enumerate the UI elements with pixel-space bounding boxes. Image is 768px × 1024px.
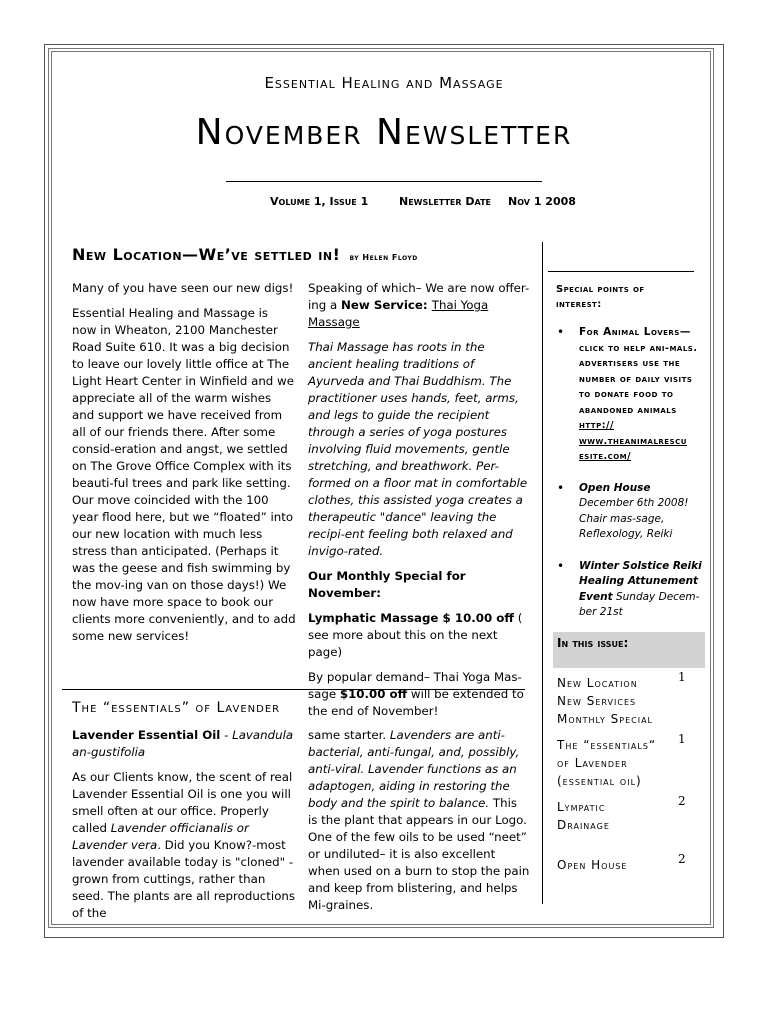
article2-right-column: [308, 727, 530, 922]
article1-heading: [72, 245, 542, 264]
bullet-icon: •: [557, 325, 565, 339]
article1-paragraph: Many of you have seen our new digs!: [72, 281, 294, 295]
list-item: • Open House December 6th 2008! Chair mas-sage, Reflexology, Reiki: [557, 480, 689, 540]
article1-left-column: [72, 280, 296, 653]
toc-page-number: 2: [678, 794, 686, 808]
masthead-divider: [226, 181, 542, 182]
article1-paragraph: Essential Healing and Massage is now in Wheaton, 2100 Manchester Road Suite 610. It was a big decision to leave our lovely little office at The Light Heart Center in Winfield and we appreciate all of the warm wishes and support we have received from all of our friends there. After some consid-eration and angst, we settled on The Grove Office Complex with its beauti-ful trees and park like setting. Our move coincided with the 100 year flood here, but we “floated” into our new location with much less stress than anticipated. (Perhaps it was the geese and fish swimming by the mov-ing van on those days!) We now have more space to book our clients more conveniently, and to add some new services!: [72, 306, 296, 643]
newsletter-date-value: Nov 1 2008: [508, 195, 576, 208]
thai-yoga-massage-link[interactable]: Thai Yoga Massage: [308, 298, 489, 329]
organization-name: Essential Healing and Massage: [264, 74, 504, 92]
article-divider: [62, 689, 525, 690]
toc-heading: In this issue:: [557, 636, 629, 650]
list-item: • Winter Solstice Reiki Healing Attunement Event Sunday Decem-ber 21st: [557, 558, 702, 618]
lavender-oil-title: Lavender Essential Oil - Lavandula an-gustifolia: [72, 728, 294, 759]
article2-headline: The “essentials” of Lavender: [72, 700, 281, 716]
list-item: • For Animal Lovers— click to help ani-mals. advertisers use the number of daily visits to donate food to abandoned animals http:// www.theanimalrescu esite.com/: [557, 325, 698, 462]
special-lymphatic: Lymphatic Massage $ 10.00 off ( see more about this on the next page): [308, 611, 523, 659]
sidebar-divider: [542, 242, 543, 904]
newsletter-title: November Newsletter: [195, 112, 573, 153]
toc-entry-lympatic[interactable]: Lympatic Drainage: [557, 800, 610, 832]
special-points-list: [555, 325, 705, 637]
toc-page-number: 1: [678, 670, 686, 684]
new-service-intro: Speaking of which– We are now offer-ing a New Service: Thai Yoga Massage: [308, 281, 530, 329]
toc-entry-new-location[interactable]: New Location New Services Monthly Special: [557, 676, 654, 726]
thai-massage-description: Thai Massage has roots in the ancient healing traditions of Ayurveda and Thai Buddhism. The practitioner uses hands, feet, arms, and legs to guide the recipient through a series of yoga postures involving fluid movements, gentle stretching, and breathwork. Per-formed on a floor mat in comfortable clothes, this assisted yoga creates a therapeutic "dance" leaving the recipi-ent feeling both relaxed and invigo-rated.: [308, 340, 528, 558]
monthly-special-heading: Our Monthly Special for November:: [308, 569, 466, 600]
volume-issue: Volume 1, Issue 1: [270, 195, 369, 208]
toc-header: [553, 632, 705, 668]
newsletter-date-label: Newsletter Date: [399, 195, 491, 208]
bullet-icon: •: [557, 480, 565, 495]
toc-entry-open-house[interactable]: Open House: [557, 858, 628, 872]
lavender-paragraph: As our Clients know, the scent of real Lavender Essential Oil is one you will smell often at our office. Properly called Lavender officianalis or Lavender vera. Did you Know?-most lavender available today is "cloned" - grown from cuttings, rather than seed. The plants are all reproductions of the: [72, 770, 296, 920]
toc-entry-lavender[interactable]: The “essentials“ of Lavender (essential oil): [557, 738, 657, 788]
sidebar-top-rule: [548, 271, 694, 272]
article1-byline: by Helen Floyd: [349, 253, 418, 262]
article2-left-column: [72, 727, 296, 930]
toc-page-number: 1: [678, 732, 686, 746]
special-thai-yoga: By popular demand– Thai Yoga Mas-sage $10.00 off will be extended to the end of November!: [308, 670, 524, 718]
article1-headline: New Location—We’ve settled in!: [72, 245, 341, 264]
special-points-heading: Special points of interest:: [556, 284, 645, 310]
animal-rescue-link[interactable]: http:// www.theanimalrescu esite.com/: [579, 420, 687, 462]
bullet-icon: •: [557, 558, 565, 573]
article1-right-column: [308, 280, 530, 728]
lavender-properties: same starter. Lavenders are anti-bacterial, anti-fungal, and, possibly, anti-viral. Lavender functions as an adaptogen, aiding in restoring the body and the spirit to balance. This is the plant that appears in our Logo. One of the few oils to be used “neet” or undiluted– it is also excellent when used on a burn to stop the pain and keep from blistering, and helps Mi-graines.: [308, 728, 530, 912]
toc-page-number: 2: [678, 852, 686, 866]
